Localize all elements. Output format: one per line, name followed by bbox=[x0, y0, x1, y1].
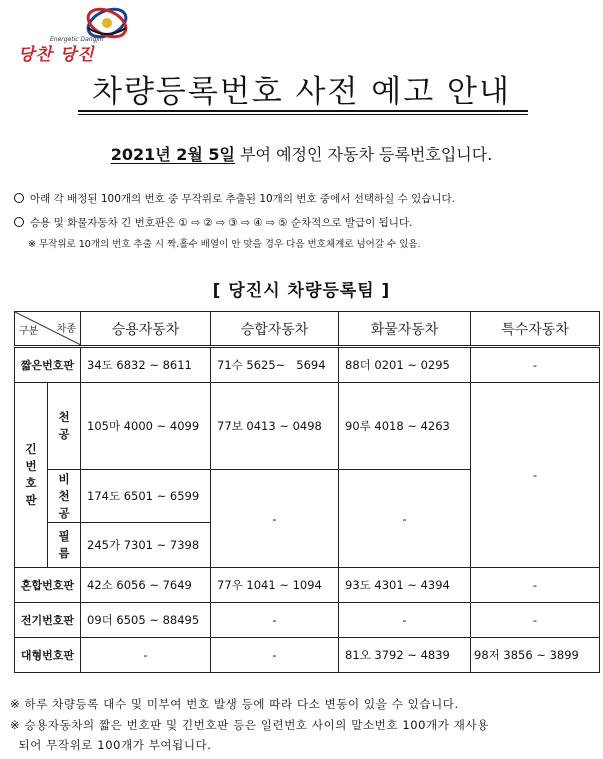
column-header: 승합자동차 bbox=[211, 312, 339, 347]
table-cell: 98저 3856 ~ 3899 bbox=[471, 638, 600, 673]
row-sublabel: 비 천 공 bbox=[48, 470, 81, 523]
column-header: 특수자동차 bbox=[471, 312, 600, 347]
table-cell: 174도 6501 ~ 6599 bbox=[81, 470, 211, 523]
table-cell: - bbox=[211, 470, 339, 568]
row-label: 짧은번호판 bbox=[15, 347, 81, 383]
table-cell: 245가 7301 ~ 7398 bbox=[81, 523, 211, 568]
logo-english-text: Energetic Dangjin bbox=[50, 36, 104, 43]
row-sublabel: 천 공 bbox=[48, 383, 81, 470]
table-cell: - bbox=[211, 603, 339, 638]
table-cell: 42소 6056 ~ 7649 bbox=[81, 568, 211, 603]
row-sublabel: 필 름 bbox=[48, 523, 81, 568]
dangjin-emblem-icon bbox=[84, 6, 130, 40]
table-cell: 77보 0413 ~ 0498 bbox=[211, 383, 339, 470]
note-text: 아래 각 배정된 100개의 번호 중 무작위로 추출된 10개의 번호 중에서 선택하실 수 있습니다. bbox=[30, 193, 455, 205]
row-label: 전기번호판 bbox=[15, 603, 81, 638]
table-cell: - bbox=[339, 470, 471, 568]
table-cell: - bbox=[471, 347, 600, 383]
column-header: 승용자동차 bbox=[81, 312, 211, 347]
issue-date: 2021년 2월 5일 bbox=[110, 145, 236, 164]
table-row-short bbox=[15, 347, 600, 383]
team-heading: [ 당진시 차량등록팀 ] bbox=[212, 281, 391, 301]
row-label-long: 긴 번 호 판 bbox=[15, 383, 48, 568]
table-cell: - bbox=[339, 603, 471, 638]
column-header: 화물자동차 bbox=[339, 312, 471, 347]
subtitle bbox=[0, 142, 603, 165]
circle-bullet-icon bbox=[14, 193, 24, 203]
table-header-row bbox=[15, 312, 600, 347]
sub-note: ※ 무작위로 10개의 번호 추출 시 짝.홀수 배열이 안 맞을 경우 다음 번호체계로 넘어갈 수 있음. bbox=[28, 239, 421, 250]
corner-label-category: 구분 bbox=[19, 326, 39, 337]
table-cell: 88더 0201 ~ 0295 bbox=[339, 347, 471, 383]
circle-bullet-icon bbox=[14, 217, 24, 227]
note-2 bbox=[14, 215, 412, 230]
title-underline-thin bbox=[78, 114, 528, 115]
corner-label-vehicle-type: 차종 bbox=[56, 324, 76, 335]
table-row-electric bbox=[15, 603, 600, 638]
logo-korean-text: 당찬 당진 bbox=[18, 45, 95, 65]
header-corner bbox=[15, 312, 81, 347]
footer-note-2: ※ 승용자동차의 짧은 번호판 및 긴번호판 등은 일련번호 사이의 말소번호 100개가 재사용 bbox=[10, 718, 489, 732]
table-cell: - bbox=[211, 638, 339, 673]
footer-note-1: ※ 하루 차량등록 대수 및 미부여 번호 발생 등에 따라 다소 변동이 있을 수 있습니다. bbox=[10, 697, 459, 711]
table-cell: 90루 4018 ~ 4263 bbox=[339, 383, 471, 470]
table-cell: 93도 4301 ~ 4394 bbox=[339, 568, 471, 603]
table-cell: 77우 1041 ~ 1094 bbox=[211, 568, 339, 603]
footer-note-3: 되어 무작위로 100개가 부여됩니다. bbox=[10, 738, 212, 752]
note-1 bbox=[14, 191, 455, 206]
plate-number-table bbox=[14, 311, 600, 673]
table-cell: 09더 6505 ~ 88495 bbox=[81, 603, 211, 638]
row-label: 대형번호판 bbox=[15, 638, 81, 673]
dangjin-logo bbox=[14, 6, 134, 65]
title-underline bbox=[78, 110, 528, 112]
table-row-large bbox=[15, 638, 600, 673]
table-row-mixed bbox=[15, 568, 600, 603]
row-label: 혼합번호판 bbox=[15, 568, 81, 603]
table-cell: - bbox=[471, 568, 600, 603]
table-cell: 105마 4000 ~ 4099 bbox=[81, 383, 211, 470]
table-cell: 71수 5625~ 5694 bbox=[211, 347, 339, 383]
note-text: 승용 및 화물자동차 긴 번호판은 ① ⇨ ② ⇨ ③ ⇨ ④ ⇨ ⑤ 순차적으로 발급이 됩니다. bbox=[30, 217, 413, 229]
table-cell: - bbox=[81, 638, 211, 673]
page-title: 차량등록번호 사전 예고 안내 bbox=[92, 74, 511, 110]
table-cell: 34도 6832 ~ 8611 bbox=[81, 347, 211, 383]
subtitle-text: 부여 예정인 자동차 등록번호입니다. bbox=[235, 145, 493, 164]
table-cell: - bbox=[471, 383, 600, 568]
table-cell: - bbox=[471, 603, 600, 638]
table-row-long-cheon bbox=[15, 383, 600, 470]
table-cell: 81오 3792 ~ 4839 bbox=[339, 638, 471, 673]
